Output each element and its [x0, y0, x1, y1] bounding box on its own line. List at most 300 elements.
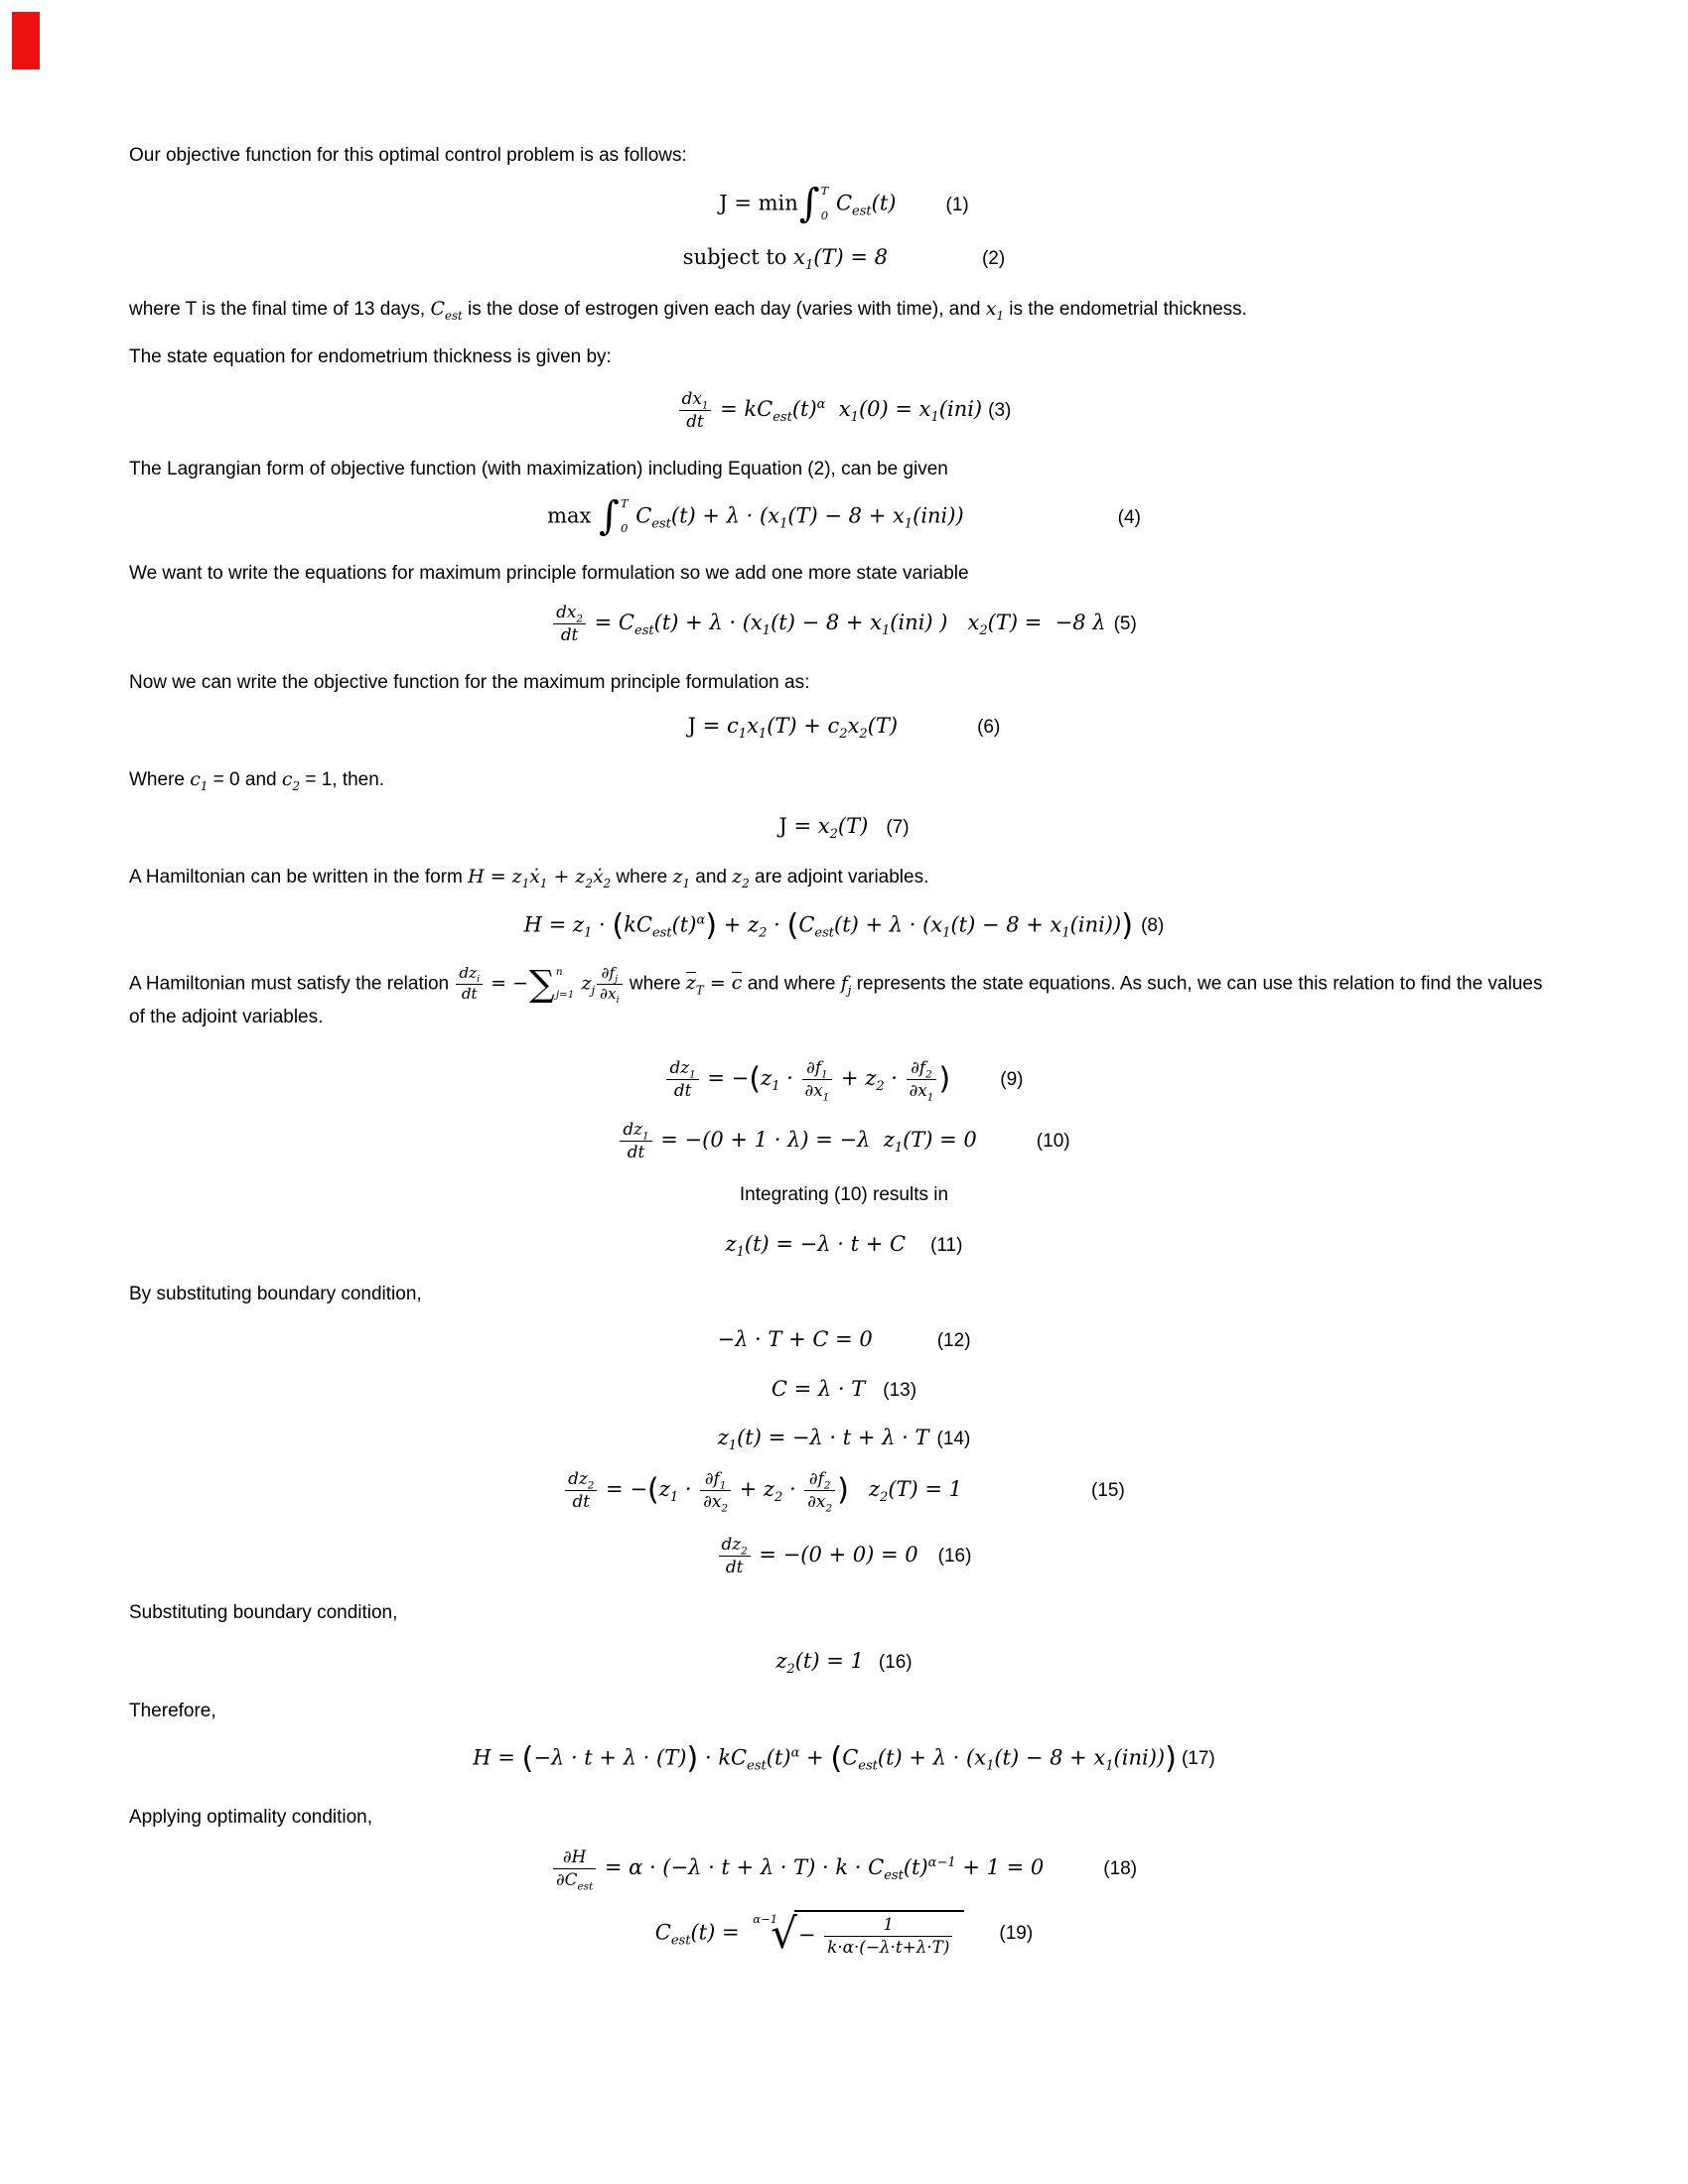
text-run: (t) = [690, 1920, 747, 1945]
text-run: (ini) [938, 396, 983, 421]
text-run: (t) [671, 912, 697, 937]
para-lagrangian [129, 456, 1559, 483]
equation-number: (16) [878, 1652, 913, 1673]
numerator [824, 1915, 952, 1937]
text-run: Our objective function for this optimal control problem is as follows: [129, 145, 687, 166]
text-run: max [547, 503, 599, 528]
text-run: dz [459, 964, 478, 982]
eq-13 [0, 1377, 1688, 1403]
text-run: dz [669, 1057, 690, 1077]
paren: ( [749, 1061, 762, 1097]
text-run: C [654, 1920, 671, 1945]
para-where-T [129, 296, 1559, 324]
text-run: dz [568, 1468, 588, 1488]
equation-number: (1) [945, 194, 969, 215]
para-therefore [129, 1698, 1559, 1725]
eq-18 [0, 1846, 1688, 1893]
superscript: α [696, 912, 706, 928]
paren: ) [705, 908, 718, 943]
subscript: 2 [859, 727, 868, 743]
text-run: = C [587, 610, 634, 634]
subscript: 1 [1061, 925, 1070, 941]
text-run: H = z [468, 866, 522, 887]
fraction [553, 603, 586, 645]
paren: ( [646, 1472, 659, 1508]
subscript: 2 [576, 613, 583, 625]
text-run: = 1, then. [300, 769, 385, 790]
subscript: 1 [701, 399, 709, 412]
subscript: est [670, 1933, 691, 1949]
text-run: (t) [766, 1745, 791, 1770]
denominator [824, 1937, 952, 1958]
text-run: + z [547, 866, 586, 887]
paren: ) [686, 1741, 699, 1776]
upper-limit: n [555, 966, 563, 979]
equation-number: (16) [937, 1545, 972, 1567]
text-run: = −(0 + 0) = 0 [752, 1542, 918, 1567]
numerator [700, 1469, 731, 1491]
text-run: dt [461, 984, 478, 1003]
paren: ( [612, 908, 625, 943]
subscript: 2 [880, 1490, 889, 1506]
paren: ) [1165, 1741, 1177, 1776]
numerator [719, 1535, 751, 1557]
subscript: 2 [829, 827, 838, 843]
subscript: 1 [894, 1141, 904, 1157]
text-run: C [842, 1745, 859, 1770]
fraction [700, 1468, 731, 1515]
subscript: 1 [996, 308, 1004, 323]
text-run: · [884, 1065, 905, 1090]
para-optimality [129, 1804, 1559, 1832]
paren: ( [830, 1741, 843, 1776]
numerator [553, 603, 586, 624]
numerator [666, 1058, 698, 1080]
radical-index: α−1 [753, 1911, 778, 1926]
paren: ) [837, 1472, 849, 1508]
eq-19 [0, 1910, 1688, 1958]
text-run: ∂f [806, 1057, 822, 1077]
text-run: ∂x [600, 984, 617, 1003]
text-run: is the dose of estrogen given each day (varies with time), and [462, 299, 986, 320]
equation-number: (10) [1036, 1130, 1070, 1152]
subscript: 2 [774, 1490, 783, 1506]
numerator [553, 1847, 596, 1869]
denominator [719, 1557, 751, 1577]
subscript: est [852, 204, 872, 219]
text-run: −λ · T + C = 0 [717, 1327, 873, 1351]
equation-number: (12) [936, 1330, 971, 1351]
text-run: · [678, 1476, 699, 1501]
fraction [907, 1057, 937, 1104]
subscript: 1 [641, 1130, 649, 1143]
subscript: 1 [736, 1245, 745, 1261]
paren: ) [1121, 908, 1134, 943]
fraction [597, 965, 622, 1004]
subscript: 1 [926, 1091, 934, 1104]
para-where-c1-c2 [129, 766, 1559, 794]
text-run: (t) = −λ · t + λ · T [737, 1426, 929, 1449]
text-run: x [847, 714, 860, 738]
subscript: est [634, 623, 654, 639]
subscript: 2 [839, 727, 848, 743]
text-run: (0) = x [858, 396, 931, 421]
text-run: subject to [682, 245, 794, 269]
text-run: ∂x [909, 1079, 927, 1100]
lower-limit: j=1 [555, 989, 575, 1002]
subscript: i [477, 974, 481, 986]
text-run: (t) = −λ · t + C [744, 1232, 907, 1256]
text-run: · [779, 1065, 800, 1090]
equation-number: (17) [1181, 1748, 1215, 1770]
text-run: dt [572, 1490, 591, 1511]
text-run: ∫ [798, 181, 820, 226]
text-run: x [747, 714, 759, 738]
text-run: k·α·(−λ·t+λ·T) [827, 1936, 950, 1957]
text-run: ∑ [529, 963, 555, 1006]
eq-8 [0, 908, 1688, 943]
text-run: C [798, 912, 815, 937]
text-run: dz [721, 1534, 742, 1554]
summation [529, 963, 575, 1006]
text-run: f [840, 972, 848, 995]
para-hamiltonian-relation [129, 965, 1559, 1030]
subscript: 1 [942, 925, 951, 941]
text-run: (ini)) [913, 503, 964, 528]
fraction [553, 1846, 596, 1893]
text-run: (t) [791, 396, 817, 421]
text-run: dx [681, 388, 702, 408]
denominator [597, 985, 622, 1004]
text-run: are adjoint variables. [749, 867, 929, 887]
subscript: est [884, 1868, 904, 1884]
radical [746, 1910, 964, 1958]
text-run: (T) = 8 [813, 245, 888, 269]
fraction [804, 1468, 835, 1515]
eq-3 [0, 389, 1688, 432]
text-run: z [725, 1232, 737, 1256]
numerator [802, 1058, 833, 1080]
text-run: (t) − 8 + x [771, 610, 882, 634]
text-run: z [848, 1476, 881, 1501]
text-run: dt [673, 1079, 692, 1100]
text-run: dz [623, 1119, 642, 1139]
para-substituting [129, 1599, 1559, 1627]
text-run: ∂x [703, 1490, 722, 1511]
text-run: −λ · t + λ · (T) [533, 1745, 687, 1770]
subscript: 1 [762, 623, 772, 639]
lower-limit: 0 [820, 208, 829, 223]
fraction [719, 1535, 751, 1577]
eq-16 [0, 1535, 1688, 1577]
subscript: T [695, 983, 704, 998]
equation-number: (8) [1141, 915, 1165, 937]
text-run: ∂H [562, 1846, 587, 1866]
text-run: (t) = 1 [794, 1649, 864, 1673]
text-run: + 1 = 0 [955, 1854, 1045, 1879]
equation-number: (2) [981, 248, 1006, 269]
text-run: c [190, 768, 201, 790]
text-run: x [985, 298, 997, 320]
text-run: Where [129, 769, 191, 790]
text-run: ∂f [704, 1468, 720, 1488]
text-run: x [817, 814, 830, 838]
para-objective-max-principle [129, 669, 1559, 697]
fraction [666, 1058, 698, 1101]
fraction [679, 389, 712, 432]
equation-number: (15) [1091, 1479, 1125, 1501]
equation-number: (19) [999, 1923, 1034, 1945]
denominator [456, 985, 483, 1004]
subscript: 2 [721, 1502, 728, 1515]
subscript: 1 [804, 258, 814, 274]
subscript: j [615, 974, 619, 986]
text-run: A Hamiltonian must satisfy the relation [129, 973, 455, 995]
eq-4 [0, 493, 1688, 539]
text-run: z [732, 866, 743, 887]
equation-number: (7) [886, 817, 910, 838]
para-state-equation [129, 343, 1559, 371]
equation-number: (14) [936, 1429, 971, 1449]
paren: ( [786, 908, 799, 943]
eq-6 [0, 714, 1688, 743]
equation-number: (11) [930, 1235, 963, 1256]
para-hamiltonian-form [129, 864, 1559, 891]
subscript: 1 [539, 876, 548, 890]
text-run: J = [687, 714, 728, 738]
numerator [679, 389, 712, 411]
subscript: 1 [521, 876, 530, 890]
upper-limit: T [820, 184, 829, 198]
subscript: 1 [689, 1068, 696, 1081]
operator-limits [820, 185, 829, 224]
subscript: 2 [742, 876, 750, 890]
text-run: dt [560, 623, 579, 644]
eq-7 [0, 814, 1688, 843]
text-run: x [793, 245, 805, 269]
equation-number: (5) [1113, 613, 1137, 634]
denominator [802, 1079, 833, 1104]
subscript: 1 [682, 876, 690, 890]
text-run: dx [556, 602, 577, 621]
text-run: (t) + λ · (x [653, 610, 763, 634]
eq-5 [0, 603, 1688, 645]
denominator [666, 1080, 698, 1101]
equation-number: (6) [977, 717, 1001, 738]
subscript: 1 [821, 1068, 828, 1081]
subscript: 2 [292, 778, 301, 793]
operator-limits [555, 966, 575, 1002]
subscript: 1 [758, 727, 768, 743]
fraction [802, 1057, 833, 1104]
text-run: = − [599, 1476, 647, 1501]
text-run: Therefore, [129, 1701, 216, 1721]
text-run: ∂C [555, 1868, 578, 1889]
text-run: C [829, 191, 853, 215]
subscript: est [651, 516, 671, 532]
eq-17 [0, 1741, 1688, 1776]
text-run: ∂x [804, 1079, 823, 1100]
subscript: 2 [825, 1502, 833, 1515]
superscript: α [790, 1745, 800, 1761]
subscript: 1 [930, 410, 939, 426]
superscript: α [816, 396, 826, 412]
text-run: + z [732, 1476, 774, 1501]
subscript: 2 [786, 1662, 795, 1678]
text-run: = kC [713, 396, 774, 421]
text-run: + z [834, 1065, 877, 1090]
text-run: dt [686, 410, 704, 431]
text-run: · [592, 912, 613, 937]
eq-12 [0, 1327, 1688, 1353]
subscript: est [445, 308, 463, 323]
text-run: H = z [523, 912, 584, 937]
overbar: z [685, 972, 696, 995]
text-run: · kC [698, 1745, 748, 1770]
text-run: Substituting boundary condition, [129, 1602, 398, 1623]
denominator [700, 1490, 731, 1515]
text-run: z [761, 1065, 773, 1090]
subscript: 2 [603, 876, 612, 890]
subscript: est [747, 1758, 767, 1774]
text-run: x [825, 396, 851, 421]
text-run: (t) − 8 + x [950, 912, 1062, 937]
subscript: j [591, 983, 596, 998]
radical-sign: √ [771, 1908, 797, 1958]
text-run: · [767, 912, 787, 937]
text-run: z [717, 1426, 729, 1449]
text-run: = − [485, 972, 529, 995]
numerator [804, 1469, 835, 1491]
subscript: 1 [1105, 1758, 1114, 1774]
text-run: (t) + λ · (x [834, 912, 943, 937]
para-objective-intro [129, 142, 1559, 170]
text-run: = − [700, 1065, 750, 1090]
text-run: C [629, 503, 652, 528]
text-run: (ini)) [1113, 1745, 1166, 1770]
text-run: J = [778, 814, 818, 838]
text-run: (T) [837, 814, 869, 838]
subscript: 1 [584, 925, 593, 941]
text-run: represents the state equations. As such, we can use this relation to find the values of the adjoint variables. [129, 973, 1548, 1027]
text-run: The Lagrangian form of objective function (with maximization) including Equation (2), can be given [129, 459, 948, 479]
integral [599, 493, 629, 539]
upper-limit: T [620, 496, 629, 510]
numerator [597, 965, 622, 985]
numerator [907, 1058, 937, 1080]
subscript: 2 [876, 1079, 885, 1095]
text-run: = −(0 + 1 · λ) = −λ z [653, 1127, 895, 1152]
text-run: = α · (−λ · t + λ · T) · k · C [598, 1854, 885, 1879]
numerator [565, 1469, 597, 1491]
eq-9 [0, 1057, 1688, 1104]
subscript: 1 [719, 1479, 727, 1492]
text-run: · [782, 1476, 803, 1501]
text-run: (T) − 8 + x [787, 503, 905, 528]
text-run: Applying optimality condition, [129, 1807, 373, 1828]
eq-14 [0, 1426, 1688, 1454]
subscript: 2 [759, 925, 768, 941]
denominator [565, 1491, 597, 1512]
radicand [794, 1910, 965, 1958]
text-run: is the endometrial thickness. [1003, 299, 1247, 320]
text-run: and where [742, 973, 841, 995]
text-run: (t) − 8 + x [994, 1745, 1106, 1770]
overbar: c [731, 972, 743, 995]
text-run: kC [624, 912, 652, 937]
eq-2 [0, 245, 1688, 274]
text-run: ∂x [807, 1490, 826, 1511]
equation-number: (18) [1103, 1857, 1138, 1879]
denominator [804, 1490, 835, 1515]
text-run: By substituting boundary condition, [129, 1284, 422, 1304]
eq-11 [0, 1232, 1688, 1261]
text-run: + z [717, 912, 760, 937]
fraction [620, 1120, 651, 1162]
paren: ) [938, 1061, 951, 1097]
text-run: ∫ [599, 493, 620, 539]
subscript: est [858, 1758, 878, 1774]
lower-limit: 0 [621, 521, 629, 536]
subscript: 2 [585, 876, 593, 890]
text-run: where [611, 867, 673, 887]
text-run: z [658, 1476, 670, 1501]
subscript: 1 [728, 1438, 738, 1454]
text-run: and [689, 867, 733, 887]
eq-1 [0, 181, 1688, 226]
text-run: ∂f [808, 1468, 824, 1488]
subscript: 2 [979, 623, 988, 639]
text-run: where [624, 973, 686, 995]
text-run: Integrating (10) results in [739, 1184, 949, 1205]
text-run: c [727, 714, 739, 738]
paren: ( [521, 1741, 534, 1776]
denominator [553, 1868, 596, 1893]
text-run: ∂f [601, 964, 616, 982]
equation-number: (4) [1117, 506, 1141, 528]
text-run: Now we can write the objective function for the maximum principle formulation as: [129, 672, 810, 693]
eq-16b [0, 1649, 1688, 1678]
text-run: c [281, 768, 293, 790]
subscript: 1 [881, 623, 891, 639]
subscript: est [577, 1880, 594, 1893]
subscript: 1 [822, 1091, 830, 1104]
text-run: z [775, 1649, 787, 1673]
text-run: H = [473, 1745, 522, 1770]
text-run: C = λ · T [771, 1377, 866, 1401]
equation-number: (9) [1000, 1068, 1024, 1090]
subscript: 1 [200, 778, 209, 793]
operator-limits [620, 497, 629, 537]
text-run: + [799, 1745, 831, 1770]
denominator [907, 1079, 937, 1104]
subscript: 1 [779, 516, 788, 532]
text-run: (T) + c [767, 714, 840, 738]
text-run: (T) = −8 λ [987, 610, 1106, 634]
text-run: where T is the final time of 13 days, [129, 299, 431, 320]
text-run: C [430, 298, 445, 320]
superscript: α−1 [927, 1854, 956, 1870]
eq-10 [0, 1120, 1688, 1162]
subscript: 1 [669, 1490, 679, 1506]
text-run: (ini) ) x [890, 610, 980, 634]
text-run: We want to write the equations for maximum principle formulation so we add one more state variable [129, 563, 969, 584]
red-marker [12, 12, 40, 69]
text-run: dt [627, 1141, 645, 1161]
equation-number: (13) [883, 1380, 917, 1401]
denominator [553, 624, 586, 645]
integral [798, 181, 829, 226]
